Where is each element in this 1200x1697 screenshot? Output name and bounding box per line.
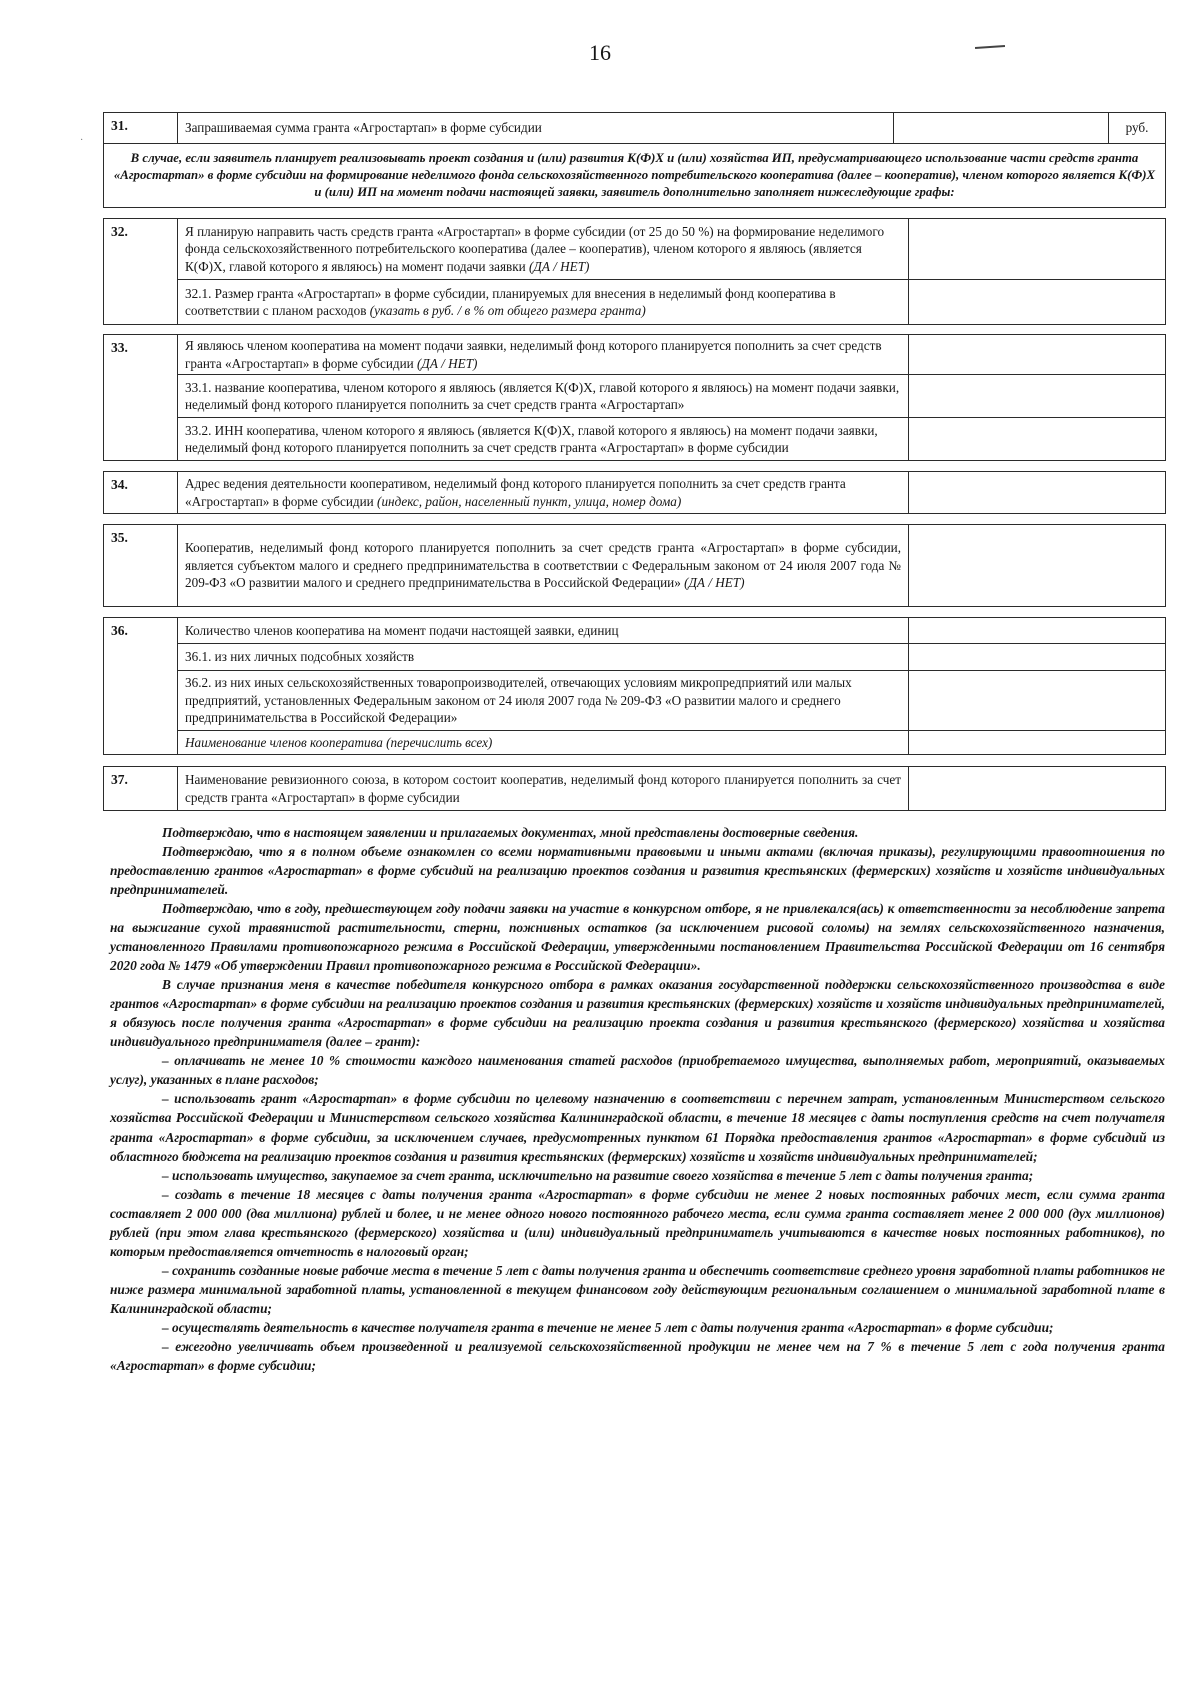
row-label: 33.2. ИНН кооператива, членом которого я являюсь (является К(Ф)Х, главой которого я являюсь) на момент подачи заявки, неделимый фонд которого планируется пополнить за счет средств гранта «Агростартап» в форме субсидии bbox=[178, 418, 909, 461]
row-label: 32.1. Размер гранта «Агростартап» в форме субсидии, планируемых для внесения в неделимый фонд кооператива в соответствии с планом расходов (указать в руб. / в % от общего размера гранта) bbox=[178, 280, 909, 325]
declaration-text bbox=[110, 823, 1165, 1375]
row-32-1 bbox=[104, 280, 1166, 325]
row-36-names bbox=[104, 731, 1166, 755]
row-number: 37. bbox=[104, 767, 178, 811]
row-number: 35. bbox=[104, 525, 178, 607]
obligation-item: – создать в течение 18 месяцев с даты получения гранта «Агростартап» в форме субсидии не менее 2 новых постоянных рабочих мест, если сумма гранта составляет 2 000 000 (два миллиона) рублей и более, и не менее одного нового постоянного рабочего места, если сумма гранта составляет менее 2 000 000 (дух миллионов) рублей (при этом глава крестьянского (фермерского) хозяйства и (или) индивидуальный предприниматель учитываются в качестве новых постоянных работников), по которым предоставляется отчетность в налоговый орган; bbox=[110, 1186, 1165, 1259]
obligation-item: – оплачивать не менее 10 % стоимости каждого наименования статей расходов (приобретаемого имущества, выполняемых работ, мероприятий, оказываемых услуг), указанных в плане расходов; bbox=[110, 1053, 1165, 1088]
row-number: 31. bbox=[104, 113, 178, 144]
table-block-32 bbox=[103, 218, 1166, 325]
value-cell[interactable] bbox=[909, 618, 1166, 644]
row-label: Я планирую направить часть средств гранта «Агростартап» в форме субсидии (от 25 до 50 %) на формирование неделимого фонда сельскохозяйственного потребительского кооператива (далее – кооператив), членом которого я являюсь (является К(Ф)Х, главой которого я являюсь) на момент подачи заявки (ДА / НЕТ) bbox=[178, 219, 909, 280]
obligation-item: – сохранить созданные новые рабочие места в течение 5 лет с даты получения гранта и обеспечить соответствие среднего уровня заработной платы работников не ниже размера минимальной заработной платы, установленной в текущем финансовом году действующим региональным соглашением о минимальной заработной плате в Калининградской области; bbox=[110, 1262, 1165, 1316]
row-number: 34. bbox=[104, 472, 178, 514]
declaration-paragraph: Подтверждаю, что в настоящем заявлении и прилагаемых документах, мной представлены достоверные сведения. bbox=[162, 825, 859, 840]
row-label: Кооператив, неделимый фонд которого планируется пополнить за счет средств гранта «Агростартап» в форме субсидии, является субъектом малого и среднего предпринимательства в соответствии с Федеральным законом от 24 июля 2007 года № 209-ФЗ «О развитии малого и среднего предпринимательства в Российской Федерации» (ДА / НЕТ) bbox=[178, 525, 909, 607]
value-cell[interactable] bbox=[909, 335, 1166, 375]
row-label: Наименование ревизионного союза, в котором состоит кооператив, неделимый фонд которого планируется пополнить за счет средств гранта «Агростартап» в форме субсидии bbox=[178, 767, 909, 811]
notice-row bbox=[104, 144, 1166, 208]
row-37 bbox=[104, 767, 1166, 811]
row-35 bbox=[104, 525, 1166, 607]
value-cell[interactable] bbox=[909, 731, 1166, 755]
row-33-1 bbox=[104, 375, 1166, 418]
value-cell[interactable] bbox=[909, 671, 1166, 731]
unit-label: руб. bbox=[1109, 113, 1166, 144]
declaration-paragraph: Подтверждаю, что в году, предшествующем году подачи заявки на участие в конкурсном отборе, я не привлекался(ась) к ответственности за несоблюдение запрета на выжигание сухой травянистой растительности, стерни, пожнивных остатков (за исключением рисовой соломы) на землях сельскохозяйственного назначения, установленного Правилами противопожарного режима в Российской Федерации, утвержденными постановлением Правительства Российской Федерации от 16 сентября 2020 года № 1479 «Об утверждении Правил противопожарного режима в Российской Федерации». bbox=[110, 901, 1165, 974]
row-label: 33.1. название кооператива, членом которого я являюсь (является К(Ф)Х, главой которого я являюсь) на момент подачи заявки, неделимый фонд которого планируется пополнить за счет средств гранта «Агростартап» bbox=[178, 375, 909, 418]
row-34 bbox=[104, 472, 1166, 514]
value-cell[interactable] bbox=[909, 219, 1166, 280]
row-label: Я являюсь членом кооператива на момент подачи заявки, неделимый фонд которого планируется пополнить за счет средств гранта «Агростартап» в форме субсидии (ДА / НЕТ) bbox=[178, 335, 909, 375]
row-label: Адрес ведения деятельности кооперативом, неделимый фонд которого планируется пополнить за счет средств гранта «Агростартап» в форме субсидии (индекс, район, населенный пункт, улица, номер дома) bbox=[178, 472, 909, 514]
row-36-1 bbox=[104, 644, 1166, 671]
value-cell[interactable] bbox=[909, 767, 1166, 811]
table-block-36 bbox=[103, 617, 1166, 755]
table-block-35 bbox=[103, 524, 1166, 607]
obligation-item: – ежегодно увеличивать объем произведенной и реализуемой сельскохозяйственной продукции не менее чем на 7 % в течение 5 лет с года получения гранта «Агростартап» в форме субсидии; bbox=[110, 1338, 1165, 1373]
row-33 bbox=[104, 335, 1166, 375]
page-number: 16 bbox=[589, 40, 611, 65]
row-36 bbox=[104, 618, 1166, 644]
row-number: 33. bbox=[104, 335, 178, 461]
declaration-paragraph: Подтверждаю, что я в полном объеме ознакомлен со всеми нормативными правовыми и иными актами (включая приказы), регулирующими правоотношения по предоставлению грантов «Агростартап» в форме субсидий на реализацию проектов создания и развития крестьянских (фермерских) хозяйств и хозяйств индивидуальных предпринимателей. bbox=[110, 844, 1165, 898]
notice-text: В случае, если заявитель планирует реализовывать проект создания и (или) развития К(Ф)Х и (или) хозяйства ИП, предусматривающего использование части средств гранта «Агростартап» в форме субсидии на формирование неделимого фонда сельскохозяйственного потребительского кооператива (далее – кооператив), членом которого является К(Ф)Х и (или) ИП на момент подачи настоящей заявки, заявитель дополнительно заполняет нижеследующие графы: bbox=[104, 144, 1166, 208]
value-cell[interactable] bbox=[909, 472, 1166, 514]
row-36-2 bbox=[104, 671, 1166, 731]
table-block-34 bbox=[103, 471, 1166, 514]
value-cell[interactable] bbox=[909, 644, 1166, 671]
value-cell[interactable] bbox=[909, 280, 1166, 325]
row-label: 36.2. из них иных сельскохозяйственных товаропроизводителей, отвечающих условиям микропредприятий или малых предприятий, установленных Федеральным законом от 24 июля 2007 года № 209-ФЗ «О развитии малого и среднего предпринимательства в Российской Федерации» bbox=[178, 671, 909, 731]
row-33-2 bbox=[104, 418, 1166, 461]
table-block-31 bbox=[103, 112, 1166, 208]
row-label: 36.1. из них личных подсобных хозяйств bbox=[178, 644, 909, 671]
value-cell[interactable] bbox=[909, 375, 1166, 418]
declaration-paragraph: В случае признания меня в качестве победителя конкурсного отбора в рамках оказания государственной поддержки сельскохозяйственного производства в виде грантов «Агростартап» в форме субсидии на реализацию проектов создания и развития крестьянских (фермерских) хозяйств и хозяйств индивидуальных предпринимателей, я обязуюсь после получения гранта «Агростартап» в форме субсидии на реализацию проекта создания и развития крестьянского (фермерского) хозяйства и хозяйства индивидуального предпринимателя (далее – грант): bbox=[110, 977, 1165, 1050]
scan-speck: · bbox=[80, 135, 84, 146]
obligation-item: – осуществлять деятельность в качестве получателя гранта в течение не менее 5 лет с даты получения гранта «Агростартап» в форме субсидии; bbox=[162, 1319, 1054, 1335]
table-block-37 bbox=[103, 766, 1166, 811]
row-label: Наименование членов кооператива (перечислить всех) bbox=[178, 731, 909, 755]
row-label: Запрашиваемая сумма гранта «Агростартап» в форме субсидии bbox=[178, 113, 894, 144]
row-31 bbox=[104, 113, 1166, 144]
row-number: 32. bbox=[104, 219, 178, 325]
table-block-33 bbox=[103, 334, 1166, 461]
row-number: 36. bbox=[104, 618, 178, 755]
obligation-item: – использовать имущество, закупаемое за счет гранта, исключительно на развитие своего хозяйства в течение 5 лет с даты получения гранта; bbox=[162, 1167, 1034, 1183]
value-cell[interactable] bbox=[894, 113, 1109, 144]
value-cell[interactable] bbox=[909, 525, 1166, 607]
row-32 bbox=[104, 219, 1166, 280]
value-cell[interactable] bbox=[909, 418, 1166, 461]
row-label: Количество членов кооператива на момент подачи настоящей заявки, единиц bbox=[178, 618, 909, 644]
obligation-item: – использовать грант «Агростартап» в форме субсидии по целевому назначению в соответствии с перечнем затрат, установленным Министерством сельского хозяйства Российской Федерации и Министерством сельского хозяйства Калининградской области, в течение 18 месяцев с даты поступления средств на счет получателя гранта «Агростартап» в форме субсидии, за исключением случаев, предусмотренных пунктом 61 Порядка предоставления грантов «Агростартап» в форме субсидий из областного бюджета на реализацию проектов создания и развития крестьянских (фермерских) хозяйств и хозяйств индивидуальных предпринимателей; bbox=[110, 1091, 1165, 1164]
